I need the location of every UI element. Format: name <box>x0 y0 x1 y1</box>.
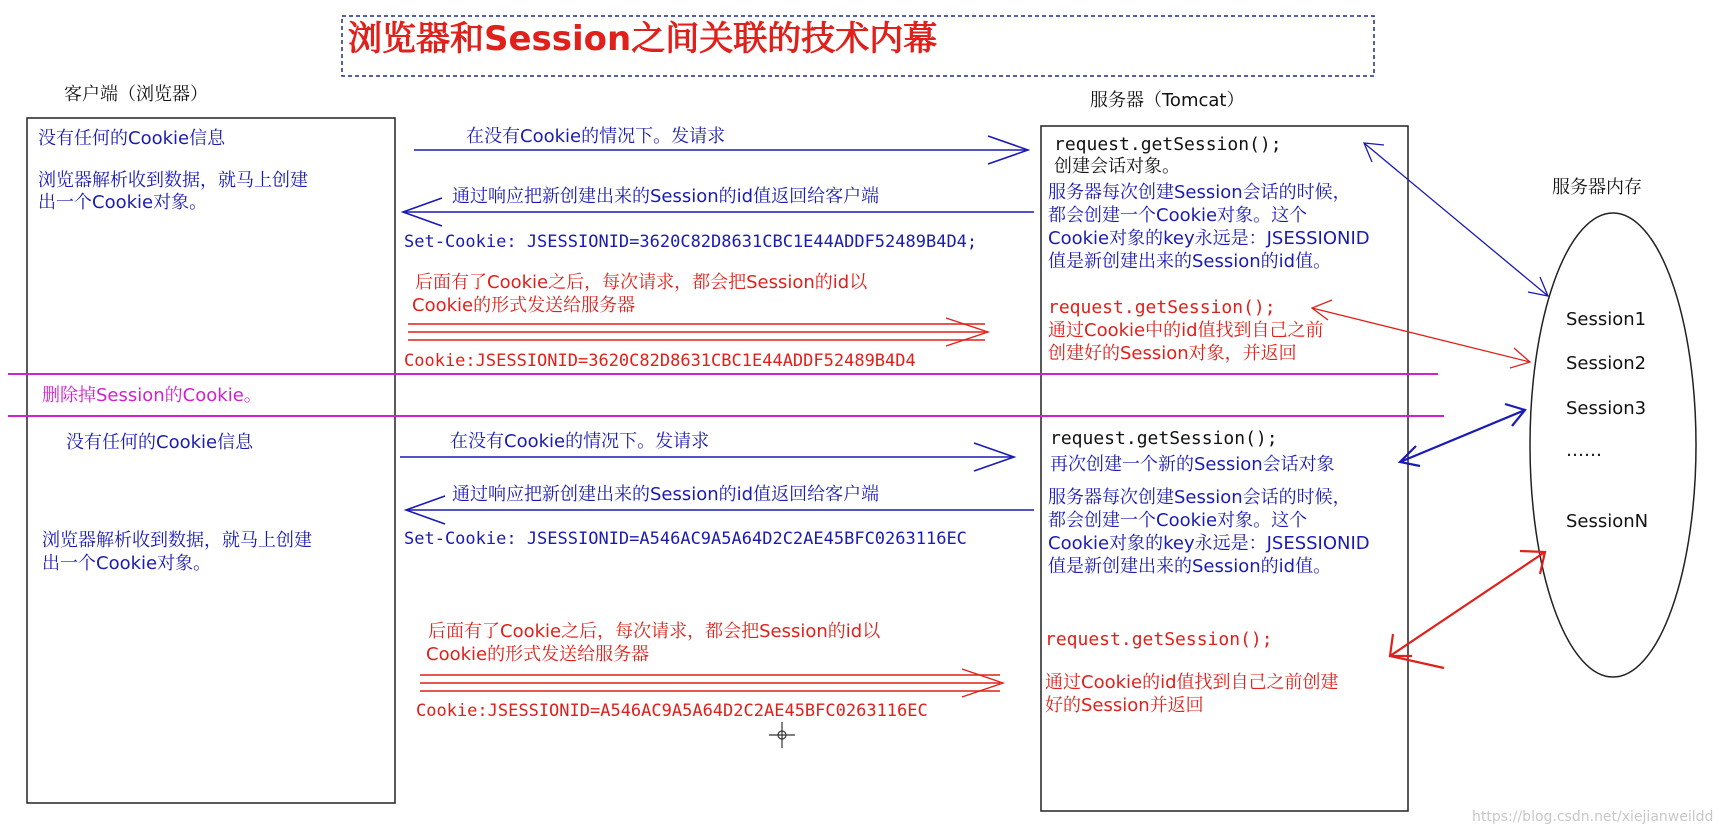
p2-later-line2: Cookie的形式发送给服务器 <box>426 644 650 665</box>
p1-server-desc-2: 都会创建一个Cookie对象。这个 <box>1048 205 1308 226</box>
p2-server-find-1: 通过Cookie的id值找到自己之前创建 <box>1045 672 1339 693</box>
p2-memory-link-red <box>1390 551 1545 668</box>
p2-response-label: 通过响应把新创建出来的Session的id值返回给客户端 <box>452 484 880 505</box>
client-box <box>27 118 395 803</box>
p1-client-parse-line1: 浏览器解析收到数据，就马上创建 <box>38 170 308 191</box>
p2-request-label: 在没有Cookie的情况下。发请求 <box>450 431 710 452</box>
p1-client-no-cookie: 没有任何的Cookie信息 <box>38 128 226 149</box>
memory-ellipse <box>1530 213 1696 677</box>
p1-server-create: 创建会话对象。 <box>1054 156 1180 177</box>
p2-client-parse-line2: 出一个Cookie对象。 <box>42 553 212 574</box>
p1-client-parse-line2: 出一个Cookie对象。 <box>38 192 208 213</box>
p2-client-parse-line1: 浏览器解析收到数据，就马上创建 <box>42 530 312 551</box>
p2-cookie-header: Cookie:JSESSIONID=A546AC9A5A64D2C2AE45BFC0263116EC <box>416 701 928 721</box>
p1-server-desc-4: 值是新创建出来的Session的id值。 <box>1048 251 1332 272</box>
p2-server-code-2: request.getSession(); <box>1045 629 1273 650</box>
p1-memory-link-blue <box>1364 143 1548 296</box>
p2-server-desc-4: 值是新创建出来的Session的id值。 <box>1048 556 1332 577</box>
divider-label: 删除掉Session的Cookie。 <box>42 385 262 406</box>
p2-memory-link-blue <box>1400 404 1525 466</box>
p2-client-no-cookie: 没有任何的Cookie信息 <box>66 432 254 453</box>
p1-server-find-2: 创建好的Session对象，并返回 <box>1048 343 1297 364</box>
memory-label: 服务器内存 <box>1552 177 1642 198</box>
p1-cookie-arrow <box>408 318 988 346</box>
p1-server-code-1: request.getSession(); <box>1054 134 1282 155</box>
p2-cookie-arrow <box>420 669 1003 697</box>
memory-item: …… <box>1566 440 1602 461</box>
memory-item: SessionN <box>1566 511 1649 532</box>
p1-later-line2: Cookie的形式发送给服务器 <box>412 295 636 316</box>
cursor-crosshair-icon <box>769 722 795 748</box>
p1-server-find-1: 通过Cookie中的id值找到自己之前 <box>1048 320 1324 341</box>
p1-cookie-header: Cookie:JSESSIONID=3620C82D8631CBC1E44ADDF52489B4D4 <box>404 351 916 371</box>
p1-later-line1: 后面有了Cookie之后，每次请求，都会把Session的id以 <box>415 272 868 293</box>
p1-server-desc-3: Cookie对象的key永远是：JSESSIONID <box>1048 228 1370 249</box>
p2-server-create: 再次创建一个新的Session会话对象 <box>1050 454 1335 475</box>
p1-request-label: 在没有Cookie的情况下。发请求 <box>466 126 726 147</box>
memory-item: Session2 <box>1566 353 1647 374</box>
p1-memory-link-red <box>1312 300 1530 368</box>
p2-server-code-1: request.getSession(); <box>1050 428 1278 449</box>
memory-item: Session1 <box>1566 309 1647 330</box>
client-label: 客户端（浏览器） <box>64 84 208 105</box>
watermark: https://blog.csdn.net/xiejianweildd <box>1472 809 1714 825</box>
p1-set-cookie: Set-Cookie: JSESSIONID=3620C82D8631CBC1E44ADDF52489B4D4; <box>404 232 978 252</box>
memory-item: Session3 <box>1566 398 1647 419</box>
p1-server-desc-1: 服务器每次创建Session会话的时候， <box>1048 182 1351 203</box>
p2-server-find-2: 好的Session并返回 <box>1045 695 1204 716</box>
page-title: 浏览器和Session之间关联的技术内幕 <box>348 19 938 59</box>
p1-server-code-2: request.getSession(); <box>1048 297 1276 318</box>
p2-server-desc-1: 服务器每次创建Session会话的时候， <box>1048 487 1351 508</box>
p2-later-line1: 后面有了Cookie之后，每次请求，都会把Session的id以 <box>428 621 881 642</box>
p2-server-desc-3: Cookie对象的key永远是：JSESSIONID <box>1048 533 1370 554</box>
p1-response-label: 通过响应把新创建出来的Session的id值返回给客户端 <box>452 186 880 207</box>
p2-set-cookie: Set-Cookie: JSESSIONID=A546AC9A5A64D2C2AE45BFC0263116EC <box>404 529 967 549</box>
p2-server-desc-2: 都会创建一个Cookie对象。这个 <box>1048 510 1308 531</box>
server-label: 服务器（Tomcat） <box>1090 90 1245 111</box>
